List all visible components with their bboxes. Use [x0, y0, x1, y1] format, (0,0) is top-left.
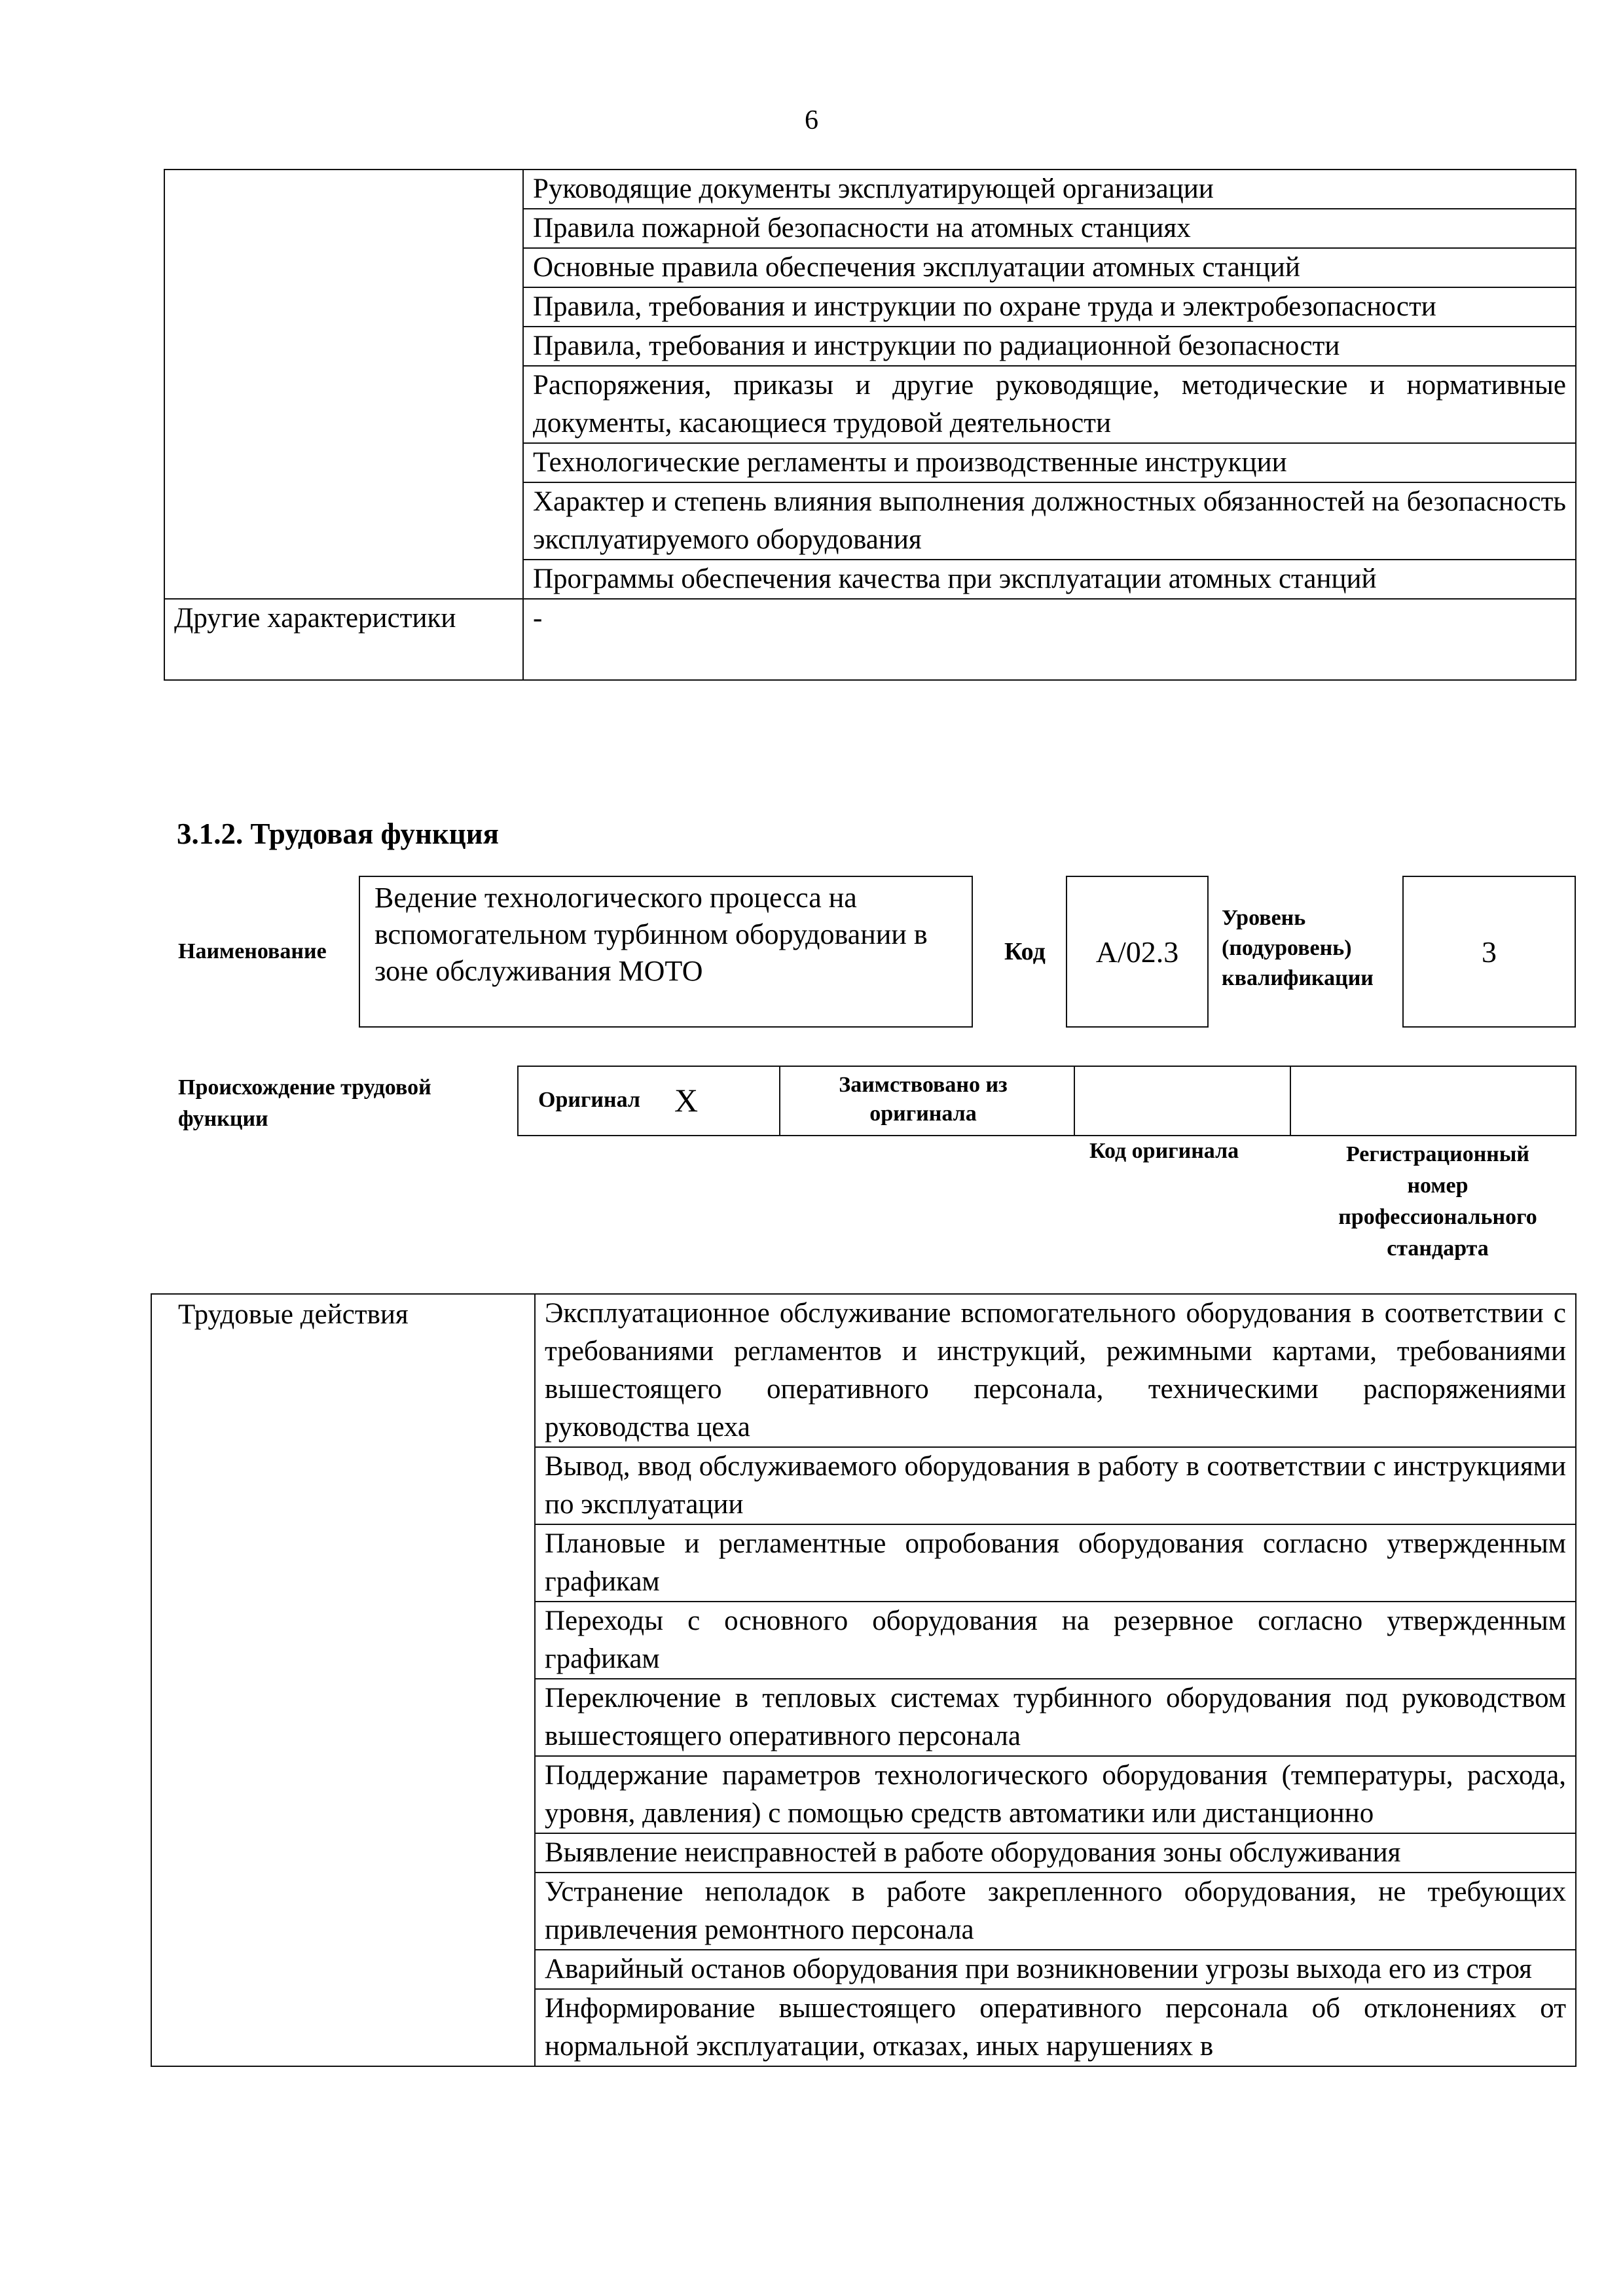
labor-actions-label: Трудовые действия — [151, 1294, 535, 2066]
requirements-table — [164, 169, 1577, 681]
table-cell: Плановые и регламентные опробования оборудования согласно утвержденным графикам — [535, 1524, 1576, 1602]
code-original-cell — [1074, 1067, 1290, 1135]
table-row — [164, 170, 1576, 209]
borrowed-label-line: Заимствовано из — [839, 1073, 1008, 1097]
level-label-line: (подуровень) — [1222, 936, 1352, 960]
table-cell: Выявление неисправностей в работе оборудования зоны обслуживания — [535, 1833, 1576, 1873]
name-label: Наименование — [178, 939, 327, 963]
reg-label-line: Регистрационный — [1345, 1142, 1530, 1166]
other-characteristics-label: Другие характеристики — [164, 599, 523, 680]
section-heading: 3.1.2. Трудовая функция — [177, 817, 500, 850]
table-cell: Поддержание параметров технологического оборудования (температуры, расхода, уровня, давления) с помощью средств автоматики или дистанционно — [535, 1756, 1576, 1833]
original-mark: X — [674, 1082, 699, 1119]
table-cell: Основные правила обеспечения эксплуатации атомных станций — [523, 248, 1576, 287]
table-cell: Вывод, ввод обслуживаемого оборудования в работу в соответствии с инструкциями по эксплуатации — [535, 1447, 1576, 1524]
reg-number-cell — [1290, 1067, 1577, 1135]
table-cell: Характер и степень влияния выполнения должностных обязанностей на безопасность эксплуатируемого оборудования — [523, 482, 1576, 560]
code-label: Код — [1004, 938, 1046, 965]
origin-label-line: Происхождение трудовой — [178, 1075, 431, 1100]
table-cell: Технологические регламенты и производственные инструкции — [523, 443, 1576, 482]
origin-label — [178, 1072, 431, 1135]
table-cell: Распоряжения, приказы и другие руководящие, методические и нормативные документы, касающиеся трудовой деятельности — [523, 366, 1576, 443]
reg-label-line: номер — [1407, 1174, 1468, 1198]
other-characteristics-value: - — [523, 599, 1576, 680]
reg-label-line: стандарта — [1387, 1236, 1489, 1261]
code-value: А/02.3 — [1066, 876, 1209, 1028]
table-row — [164, 599, 1576, 680]
table-cell: Руководящие документы эксплуатирующей организации — [523, 170, 1576, 209]
qualification-level-value: 3 — [1402, 876, 1576, 1028]
table-cell: Правила, требования и инструкции по охране труда и электробезопасности — [523, 287, 1576, 327]
table-cell: Переключение в тепловых системах турбинного оборудования под руководством вышестоящего оперативного персонала — [535, 1679, 1576, 1756]
table-cell: Информирование вышестоящего оперативного персонала об отклонениях от нормальной эксплуатации, отказах, иных нарушениях в — [535, 1989, 1576, 2066]
qualification-level-label — [1222, 903, 1374, 994]
code-original-label: Код оригинала — [1089, 1139, 1239, 1163]
labor-actions-table — [151, 1293, 1577, 2067]
table-cell: Программы обеспечения качества при эксплуатации атомных станций — [523, 560, 1576, 599]
reg-number-label — [1307, 1139, 1569, 1265]
page-number: 6 — [805, 105, 818, 135]
table-cell: Правила, требования и инструкции по радиационной безопасности — [523, 327, 1576, 366]
borrowed-label — [779, 1071, 1067, 1128]
reg-label-line: профессионального — [1338, 1205, 1537, 1229]
table-cell: Правила пожарной безопасности на атомных станциях — [523, 209, 1576, 248]
table-cell: Устранение неполадок в работе закрепленного оборудования, не требующих привлечения ремонтного персонала — [535, 1873, 1576, 1950]
table-cell: Переходы с основного оборудования на резервное согласно утвержденным графикам — [535, 1602, 1576, 1679]
table-row — [151, 1294, 1576, 1447]
borrowed-label-line: оригинала — [869, 1102, 977, 1126]
empty-label-cell — [164, 170, 523, 599]
level-label-line: Уровень — [1222, 906, 1306, 930]
table-cell: Аварийный останов оборудования при возникновении угрозы выхода его из строя — [535, 1950, 1576, 1989]
original-label: Оригинал — [538, 1088, 640, 1112]
origin-label-line: функции — [178, 1107, 268, 1131]
table-cell: Эксплуатационное обслуживание вспомогательного оборудования в соответствии с требованиями регламентов и инструкций, режимными картами, требованиями вышестоящего оперативного персонала, техническими распоряжениями руководства цеха — [535, 1294, 1576, 1447]
level-label-line: квалификации — [1222, 966, 1374, 990]
name-value: Ведение технологического процесса на вспомогательном турбинном оборудовании в зоне обслуживания МОТО — [359, 876, 973, 1028]
